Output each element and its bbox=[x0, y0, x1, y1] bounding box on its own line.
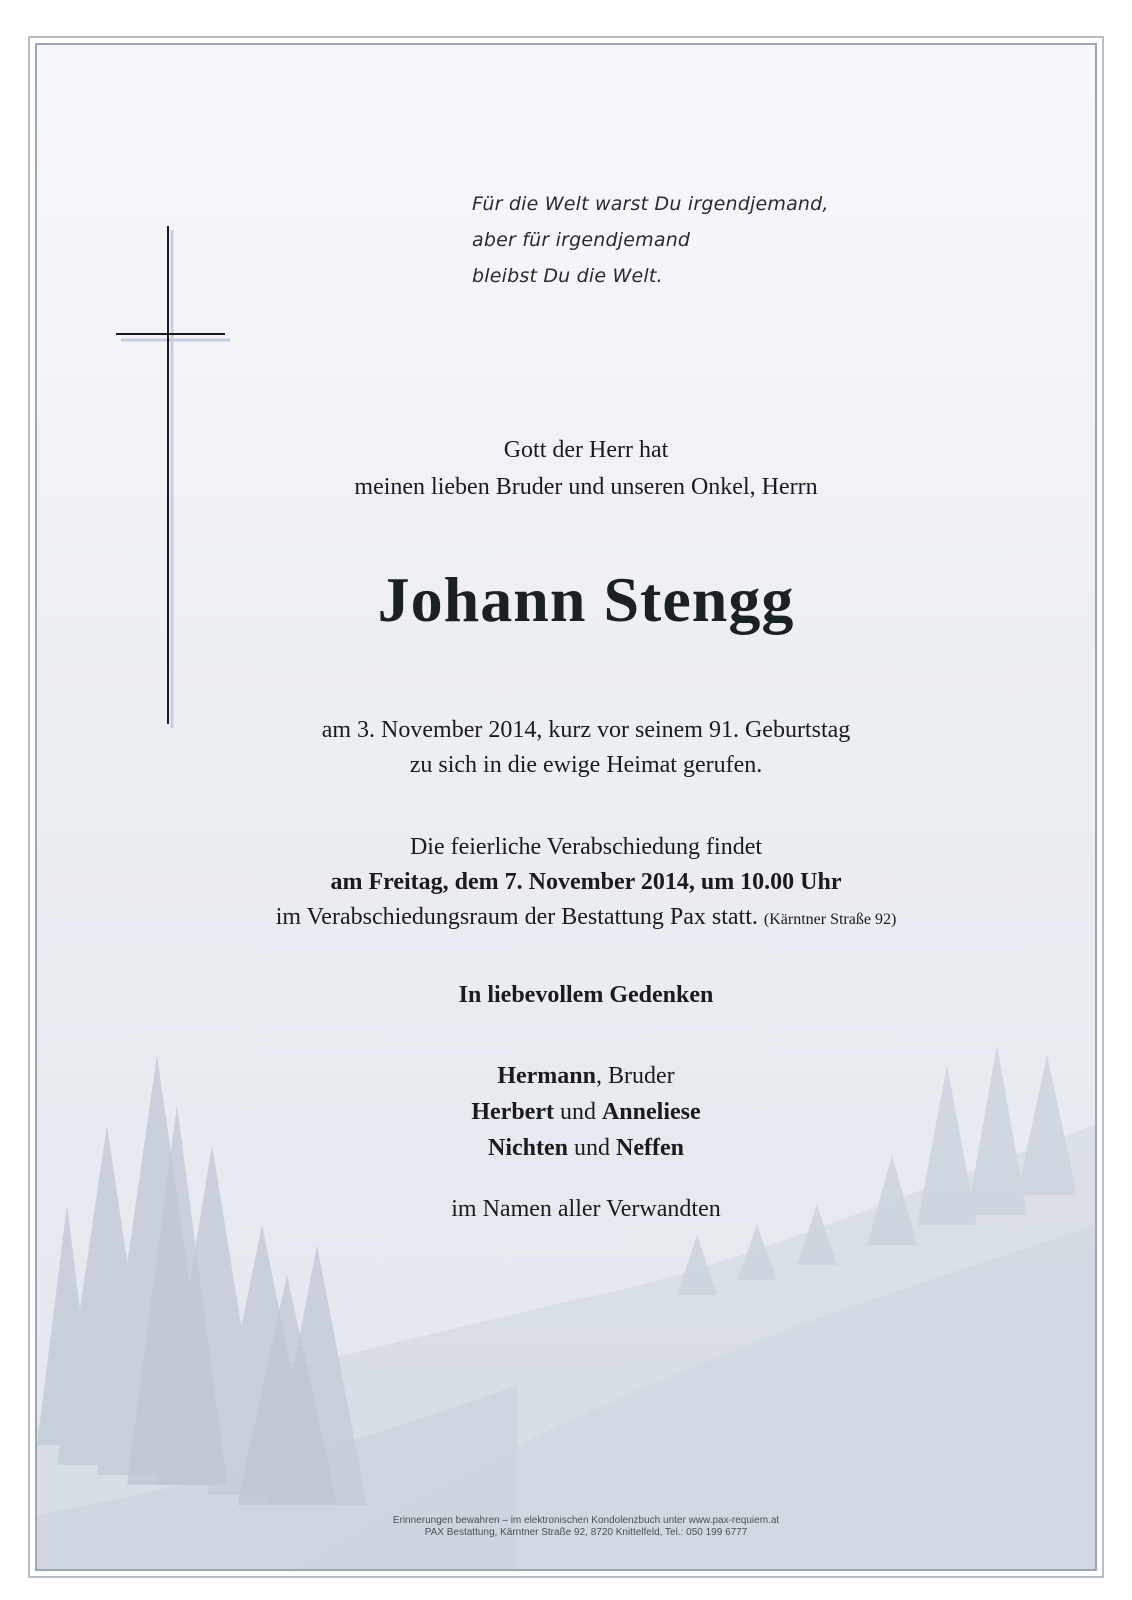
mourner-connector: und bbox=[568, 1135, 617, 1161]
mourner-row bbox=[20, 1058, 1132, 1094]
intro-text bbox=[20, 432, 1132, 506]
death-notice-line: am 3. November 2014, kurz vor seinem 91. Geburtstag bbox=[321, 717, 851, 743]
death-notice-line: zu sich in die ewige Heimat gerufen. bbox=[409, 752, 763, 778]
mourner-row bbox=[20, 1130, 1132, 1166]
ceremony-location: im Verabschiedungsraum der Bestattung Pax statt. bbox=[275, 904, 758, 930]
footer-contact-line: PAX Bestattung, Kärntner Straße 92, 8720 Knittelfeld, Tel.: 050 199 6777 bbox=[424, 1527, 748, 1538]
motto-quote bbox=[472, 186, 892, 294]
mourner-name: Nichten bbox=[488, 1135, 569, 1161]
memory-heading: In liebevollem Gedenken bbox=[458, 982, 714, 1008]
mourner-name: Herbert bbox=[471, 1099, 554, 1125]
mourner-connector: und bbox=[553, 1099, 602, 1125]
mourner-name: Anneliese bbox=[601, 1099, 701, 1125]
footer-condolence-line: Erinnerungen bewahren – im elektronischen Kondolenzbuch unter www.pax-requiem.at bbox=[392, 1515, 780, 1526]
motto-line: aber für irgendjemand bbox=[472, 229, 691, 251]
ceremony-details bbox=[20, 830, 1132, 937]
mourner-name: Neffen bbox=[616, 1135, 684, 1161]
mourners-list bbox=[20, 1058, 1132, 1166]
ceremony-line: Die feierliche Verabschiedung findet bbox=[409, 834, 763, 860]
deceased-name: Johann Stengg bbox=[377, 564, 795, 635]
ceremony-location-row bbox=[20, 900, 1132, 937]
mourner-name: Hermann bbox=[497, 1063, 596, 1089]
mourner-row bbox=[20, 1094, 1132, 1130]
mourner-relation: , Bruder bbox=[596, 1063, 675, 1089]
ceremony-address: (Kärntner Straße 92) bbox=[763, 911, 897, 928]
intro-line: Gott der Herr hat bbox=[503, 437, 669, 463]
motto-line: Für die Welt warst Du irgendjemand, bbox=[472, 193, 829, 215]
closing-text: im Namen aller Verwandten bbox=[451, 1196, 721, 1222]
motto-line: bleibst Du die Welt. bbox=[472, 265, 663, 287]
footer bbox=[20, 1515, 1132, 1539]
death-notice bbox=[20, 713, 1132, 783]
intro-line: meinen lieben Bruder und unseren Onkel, Herrn bbox=[354, 474, 818, 500]
ceremony-date-time: am Freitag, dem 7. November 2014, um 10.00 Uhr bbox=[330, 869, 842, 895]
